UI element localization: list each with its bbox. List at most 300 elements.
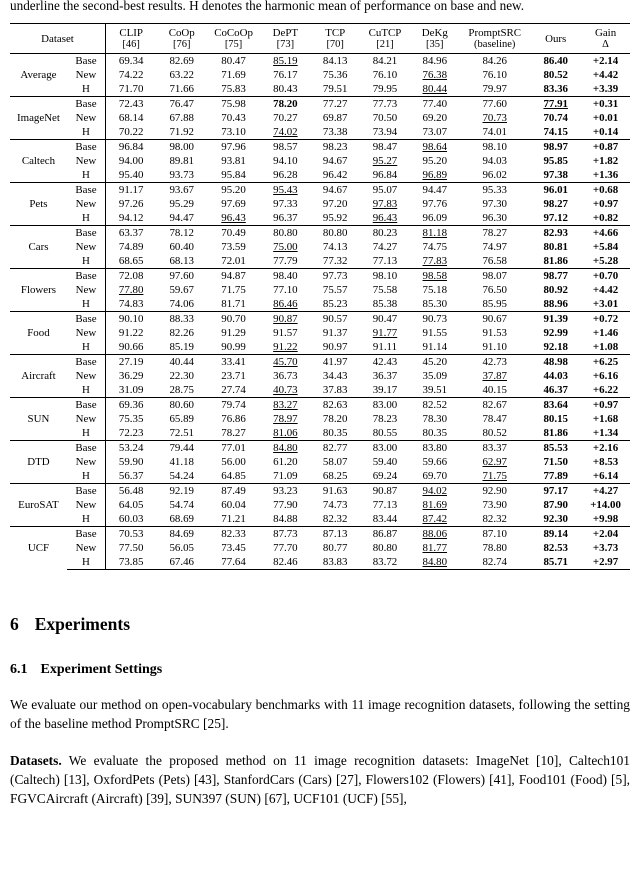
- value-cell: 80.60: [156, 398, 207, 413]
- value-cell: 39.17: [372, 384, 398, 396]
- dataset-label-average: Average: [10, 54, 67, 97]
- value-cell: 92.30: [543, 513, 568, 525]
- value-cell: 69.70: [422, 470, 448, 482]
- value-cell: 90.10: [106, 312, 157, 327]
- value-cell: 80.55: [372, 427, 398, 439]
- value-cell: 39.51: [422, 384, 448, 396]
- value-cell: 85.95: [482, 298, 507, 310]
- value-cell: 58.07: [322, 456, 348, 468]
- value-cell: 78.47: [482, 413, 507, 425]
- split-label: H: [67, 168, 106, 183]
- value-cell: 91.55: [422, 327, 448, 339]
- value-cell: 97.60: [156, 269, 207, 284]
- value-cell: 89.14: [530, 527, 581, 542]
- value-cell: 79.51: [322, 83, 348, 95]
- value-cell: 98.77: [530, 269, 581, 284]
- value-cell: 95.20: [422, 155, 448, 167]
- value-cell: 88.33: [156, 312, 207, 327]
- value-cell: 84.26: [459, 54, 530, 69]
- split-label: Base: [67, 312, 106, 327]
- split-label: New: [67, 541, 106, 555]
- value-cell: 80.15: [543, 413, 568, 425]
- value-cell: 63.22: [169, 69, 194, 81]
- section-number: 6: [10, 614, 19, 634]
- value-cell: 88.06: [410, 527, 459, 542]
- value-cell: +0.01: [592, 112, 619, 124]
- value-cell: 22.30: [169, 370, 194, 382]
- col-header-cocoop: CoCoOp [75]: [207, 24, 260, 54]
- value-cell: 85.30: [422, 298, 448, 310]
- value-cell: 96.30: [482, 212, 507, 224]
- value-cell: +0.87: [581, 140, 630, 155]
- value-cell: 75.83: [221, 83, 246, 95]
- value-cell: 91.17: [106, 183, 157, 198]
- value-cell: +0.97: [581, 398, 630, 413]
- value-cell: +2.14: [581, 54, 630, 69]
- value-cell: 78.97: [273, 413, 298, 425]
- value-cell: +4.27: [581, 484, 630, 499]
- split-label: H: [67, 254, 106, 269]
- value-cell: 98.23: [311, 140, 360, 155]
- value-cell: 77.83: [422, 255, 448, 267]
- dataset-label-imagenet: ImageNet: [10, 97, 67, 140]
- split-label: H: [67, 426, 106, 441]
- value-cell: 90.73: [410, 312, 459, 327]
- value-cell: 80.80: [372, 542, 398, 554]
- value-cell: 96.09: [422, 212, 448, 224]
- value-cell: 73.59: [221, 241, 246, 253]
- value-cell: 85.53: [530, 441, 581, 456]
- value-cell: 71.50: [543, 456, 568, 468]
- value-cell: 83.72: [360, 555, 411, 570]
- paragraph-settings-text: We evaluate our method on open-vocabulary benchmarks with 11 image recognition datasets, following the setting of the baseline method PromptSRC [25].: [10, 697, 630, 732]
- value-cell: 74.73: [322, 499, 348, 511]
- value-cell: 91.77: [372, 327, 398, 339]
- split-label: Base: [67, 54, 106, 69]
- value-cell: 97.96: [207, 140, 260, 155]
- split-label: Base: [67, 484, 106, 499]
- value-cell: 95.07: [360, 183, 411, 198]
- split-label: H: [67, 469, 106, 484]
- value-cell: 82.93: [530, 226, 581, 241]
- value-cell: 75.57: [322, 284, 348, 296]
- value-cell: 97.12: [543, 212, 568, 224]
- results-table-body: [10, 54, 630, 570]
- split-label: Base: [67, 97, 106, 112]
- value-cell: 87.90: [543, 499, 568, 511]
- value-cell: 77.80: [118, 284, 144, 296]
- value-cell: 83.83: [311, 555, 360, 570]
- value-cell: 91.37: [322, 327, 348, 339]
- split-label: Base: [67, 355, 106, 370]
- value-cell: 61.20: [273, 456, 298, 468]
- split-label: Base: [67, 183, 106, 198]
- col-header-dataset: Dataset: [10, 24, 106, 54]
- value-cell: 96.01: [530, 183, 581, 198]
- value-cell: 84.96: [410, 54, 459, 69]
- value-cell: +6.25: [581, 355, 630, 370]
- value-cell: +0.82: [592, 212, 619, 224]
- value-cell: +3.01: [592, 298, 619, 310]
- value-cell: 27.19: [106, 355, 157, 370]
- value-cell: +9.98: [592, 513, 619, 525]
- col-header-gain: Gain Δ: [581, 24, 630, 54]
- value-cell: 77.40: [410, 97, 459, 112]
- value-cell: 74.06: [169, 298, 194, 310]
- value-cell: 80.81: [543, 241, 568, 253]
- value-cell: 76.38: [422, 69, 448, 81]
- value-cell: 80.23: [360, 226, 411, 241]
- value-cell: 83.64: [530, 398, 581, 413]
- value-cell: 95.29: [169, 198, 194, 210]
- col-header-tcp: TCP [70]: [311, 24, 360, 54]
- value-cell: 98.10: [360, 269, 411, 284]
- value-cell: 79.74: [207, 398, 260, 413]
- value-cell: 97.30: [482, 198, 507, 210]
- value-cell: 73.94: [372, 126, 398, 138]
- value-cell: 42.73: [459, 355, 530, 370]
- value-cell: 84.13: [311, 54, 360, 69]
- split-label: New: [67, 240, 106, 254]
- value-cell: 80.35: [322, 427, 348, 439]
- value-cell: 91.39: [530, 312, 581, 327]
- value-cell: 40.44: [156, 355, 207, 370]
- value-cell: 79.95: [372, 83, 398, 95]
- value-cell: 70.53: [106, 527, 157, 542]
- value-cell: 80.52: [543, 69, 568, 81]
- value-cell: 71.69: [221, 69, 246, 81]
- value-cell: 77.60: [459, 97, 530, 112]
- dataset-label-food: Food: [10, 312, 67, 355]
- value-cell: 60.40: [169, 241, 194, 253]
- value-cell: +2.04: [581, 527, 630, 542]
- split-label: New: [67, 197, 106, 211]
- value-cell: 93.67: [156, 183, 207, 198]
- value-cell: 84.88: [273, 513, 298, 525]
- value-cell: 67.46: [156, 555, 207, 570]
- value-cell: 76.86: [221, 413, 246, 425]
- value-cell: +6.14: [592, 470, 619, 482]
- value-cell: 78.30: [422, 413, 448, 425]
- value-cell: 69.24: [372, 470, 398, 482]
- value-cell: 87.10: [459, 527, 530, 542]
- value-cell: 90.99: [221, 341, 246, 353]
- value-cell: 97.69: [221, 198, 246, 210]
- value-cell: 97.76: [422, 198, 448, 210]
- value-cell: 74.15: [543, 126, 568, 138]
- value-cell: 79.97: [482, 83, 507, 95]
- value-cell: 77.91: [530, 97, 581, 112]
- value-cell: 48.98: [530, 355, 581, 370]
- value-cell: 81.86: [543, 427, 568, 439]
- value-cell: 41.97: [311, 355, 360, 370]
- value-cell: 77.89: [543, 470, 568, 482]
- value-cell: +4.66: [581, 226, 630, 241]
- value-cell: 74.97: [482, 241, 507, 253]
- value-cell: 80.52: [482, 427, 507, 439]
- value-cell: +0.70: [581, 269, 630, 284]
- value-cell: 42.43: [360, 355, 411, 370]
- value-cell: 90.66: [118, 341, 144, 353]
- value-cell: 80.80: [311, 226, 360, 241]
- col-header-dekg: DeKg [35]: [410, 24, 459, 54]
- value-cell: 85.19: [260, 54, 311, 69]
- value-cell: 97.20: [322, 198, 348, 210]
- value-cell: 83.00: [360, 398, 411, 413]
- dataset-label-dtd: DTD: [10, 441, 67, 484]
- value-cell: 69.87: [322, 112, 348, 124]
- value-cell: 77.73: [360, 97, 411, 112]
- value-cell: 85.19: [169, 341, 194, 353]
- value-cell: 74.02: [273, 126, 298, 138]
- value-cell: 74.83: [118, 298, 144, 310]
- value-cell: 96.42: [322, 169, 348, 181]
- value-cell: +5.84: [592, 241, 619, 253]
- value-cell: 92.99: [543, 327, 568, 339]
- value-cell: 86.40: [530, 54, 581, 69]
- value-cell: 83.00: [360, 441, 411, 456]
- section-heading: [10, 614, 630, 635]
- value-cell: 74.01: [482, 126, 507, 138]
- value-cell: 81.69: [422, 499, 448, 511]
- value-cell: 83.44: [372, 513, 398, 525]
- value-cell: 56.48: [106, 484, 157, 499]
- value-cell: 95.92: [322, 212, 348, 224]
- value-cell: 34.43: [322, 370, 348, 382]
- value-cell: 90.87: [360, 484, 411, 499]
- value-cell: 80.43: [273, 83, 298, 95]
- value-cell: 98.64: [410, 140, 459, 155]
- value-cell: 95.20: [207, 183, 260, 198]
- value-cell: 75.18: [422, 284, 448, 296]
- value-cell: 70.22: [118, 126, 144, 138]
- value-cell: 69.34: [106, 54, 157, 69]
- value-cell: 96.43: [221, 212, 246, 224]
- value-cell: 41.18: [169, 456, 194, 468]
- value-cell: 91.11: [372, 341, 398, 353]
- value-cell: 77.13: [372, 499, 398, 511]
- value-cell: 93.23: [260, 484, 311, 499]
- value-cell: 91.29: [221, 327, 246, 339]
- value-cell: 78.23: [372, 413, 398, 425]
- value-cell: 28.75: [169, 384, 194, 396]
- value-cell: 96.84: [106, 140, 157, 155]
- value-cell: 78.20: [322, 413, 348, 425]
- value-cell: 81.18: [410, 226, 459, 241]
- split-label: H: [67, 125, 106, 140]
- split-label: Base: [67, 140, 106, 155]
- value-cell: 82.32: [322, 513, 348, 525]
- value-cell: 75.58: [372, 284, 398, 296]
- value-cell: +4.42: [592, 69, 619, 81]
- dataset-label-ucf: UCF: [10, 527, 67, 570]
- value-cell: +8.53: [592, 456, 619, 468]
- value-cell: 94.47: [410, 183, 459, 198]
- value-cell: 77.01: [207, 441, 260, 456]
- results-table: [10, 23, 630, 570]
- value-cell: 76.50: [482, 284, 507, 296]
- col-header-dept: DePT [73]: [260, 24, 311, 54]
- split-label: New: [67, 154, 106, 168]
- value-cell: 69.36: [106, 398, 157, 413]
- value-cell: 95.33: [459, 183, 530, 198]
- value-cell: 86.46: [273, 298, 298, 310]
- value-cell: 80.77: [322, 542, 348, 554]
- value-cell: 71.09: [273, 470, 298, 482]
- value-cell: 60.04: [221, 499, 246, 511]
- split-label: Base: [67, 269, 106, 284]
- value-cell: 87.42: [422, 513, 448, 525]
- split-label: H: [67, 82, 106, 97]
- value-cell: 84.21: [360, 54, 411, 69]
- value-cell: 77.70: [273, 542, 298, 554]
- value-cell: 76.10: [372, 69, 398, 81]
- value-cell: +3.39: [592, 83, 619, 95]
- value-cell: +0.72: [581, 312, 630, 327]
- value-cell: 68.14: [118, 112, 144, 124]
- value-cell: 90.47: [360, 312, 411, 327]
- value-cell: 81.06: [273, 427, 298, 439]
- value-cell: 70.27: [273, 112, 298, 124]
- value-cell: 94.10: [273, 155, 298, 167]
- value-cell: 40.73: [273, 384, 298, 396]
- value-cell: 94.47: [169, 212, 194, 224]
- dataset-label-flowers: Flowers: [10, 269, 67, 312]
- value-cell: 37.87: [482, 370, 507, 382]
- dataset-label-cars: Cars: [10, 226, 67, 269]
- value-cell: 83.37: [459, 441, 530, 456]
- value-cell: 77.50: [118, 542, 144, 554]
- value-cell: 98.40: [260, 269, 311, 284]
- value-cell: 85.38: [372, 298, 398, 310]
- split-label: Base: [67, 527, 106, 542]
- value-cell: 95.84: [221, 169, 246, 181]
- value-cell: 98.10: [459, 140, 530, 155]
- value-cell: +1.68: [592, 413, 619, 425]
- value-cell: 90.87: [260, 312, 311, 327]
- col-header-cutcp: CuTCP [21]: [360, 24, 411, 54]
- value-cell: 98.07: [459, 269, 530, 284]
- value-cell: 68.65: [118, 255, 144, 267]
- value-cell: 95.40: [118, 169, 144, 181]
- value-cell: 97.38: [543, 169, 568, 181]
- value-cell: 33.41: [207, 355, 260, 370]
- value-cell: 75.35: [118, 413, 144, 425]
- value-cell: 64.85: [221, 470, 246, 482]
- col-header-ours: Ours: [530, 24, 581, 54]
- dataset-label-sun: SUN: [10, 398, 67, 441]
- value-cell: 23.71: [221, 370, 246, 382]
- value-cell: 87.13: [311, 527, 360, 542]
- value-cell: +1.46: [592, 327, 619, 339]
- value-cell: 73.10: [221, 126, 246, 138]
- value-cell: 96.89: [422, 169, 448, 181]
- value-cell: 93.81: [221, 155, 246, 167]
- value-cell: +2.97: [581, 555, 630, 570]
- value-cell: 98.58: [410, 269, 459, 284]
- value-cell: 82.67: [459, 398, 530, 413]
- value-cell: 88.96: [543, 298, 568, 310]
- value-cell: 91.53: [482, 327, 507, 339]
- value-cell: 84.69: [156, 527, 207, 542]
- value-cell: 72.43: [106, 97, 157, 112]
- value-cell: 86.87: [360, 527, 411, 542]
- value-cell: 98.57: [260, 140, 311, 155]
- value-cell: 59.67: [169, 284, 194, 296]
- value-cell: 77.79: [273, 255, 298, 267]
- value-cell: 82.74: [459, 555, 530, 570]
- value-cell: 95.85: [543, 155, 568, 167]
- value-cell: 94.12: [118, 212, 144, 224]
- value-cell: 81.86: [543, 255, 568, 267]
- value-cell: 59.90: [118, 456, 144, 468]
- col-header-coop: CoOp [76]: [156, 24, 207, 54]
- value-cell: 75.98: [207, 97, 260, 112]
- value-cell: 82.69: [156, 54, 207, 69]
- value-cell: 72.08: [106, 269, 157, 284]
- subsection-heading: [10, 662, 630, 678]
- value-cell: 94.67: [311, 183, 360, 198]
- value-cell: +0.97: [592, 198, 619, 210]
- value-cell: 82.33: [207, 527, 260, 542]
- value-cell: 71.92: [169, 126, 194, 138]
- paragraph-datasets-lead: Datasets.: [10, 752, 62, 768]
- value-cell: 75.36: [322, 69, 348, 81]
- split-label: H: [67, 555, 106, 570]
- value-cell: 94.00: [118, 155, 144, 167]
- value-cell: 73.45: [221, 542, 246, 554]
- value-cell: 70.73: [482, 112, 507, 124]
- value-cell: 31.09: [118, 384, 144, 396]
- value-cell: 68.69: [169, 513, 194, 525]
- value-cell: 85.71: [530, 555, 581, 570]
- value-cell: 91.63: [311, 484, 360, 499]
- split-label: New: [67, 498, 106, 512]
- value-cell: 84.80: [410, 555, 459, 570]
- value-cell: 80.35: [422, 427, 448, 439]
- value-cell: 94.87: [207, 269, 260, 284]
- value-cell: 77.27: [311, 97, 360, 112]
- value-cell: 36.37: [372, 370, 398, 382]
- value-cell: 59.40: [372, 456, 398, 468]
- value-cell: 81.71: [221, 298, 246, 310]
- value-cell: 82.77: [311, 441, 360, 456]
- value-cell: +6.22: [592, 384, 619, 396]
- value-cell: +4.42: [592, 284, 619, 296]
- value-cell: 95.43: [260, 183, 311, 198]
- value-cell: 70.50: [372, 112, 398, 124]
- value-cell: 96.02: [482, 169, 507, 181]
- value-cell: 77.13: [372, 255, 398, 267]
- value-cell: +2.16: [581, 441, 630, 456]
- value-cell: 78.12: [156, 226, 207, 241]
- value-cell: 94.03: [482, 155, 507, 167]
- value-cell: 91.22: [273, 341, 298, 353]
- value-cell: 92.19: [156, 484, 207, 499]
- value-cell: 70.74: [543, 112, 568, 124]
- value-cell: 87.73: [260, 527, 311, 542]
- value-cell: 84.80: [260, 441, 311, 456]
- value-cell: 94.67: [322, 155, 348, 167]
- value-cell: 67.88: [169, 112, 194, 124]
- split-label: New: [67, 412, 106, 426]
- split-label: New: [67, 369, 106, 383]
- col-header-promptsrc: PromptSRC (baseline): [459, 24, 530, 54]
- value-cell: 74.27: [372, 241, 398, 253]
- subsection-number: 6.1: [10, 662, 28, 677]
- split-label: Base: [67, 398, 106, 413]
- value-cell: 92.90: [459, 484, 530, 499]
